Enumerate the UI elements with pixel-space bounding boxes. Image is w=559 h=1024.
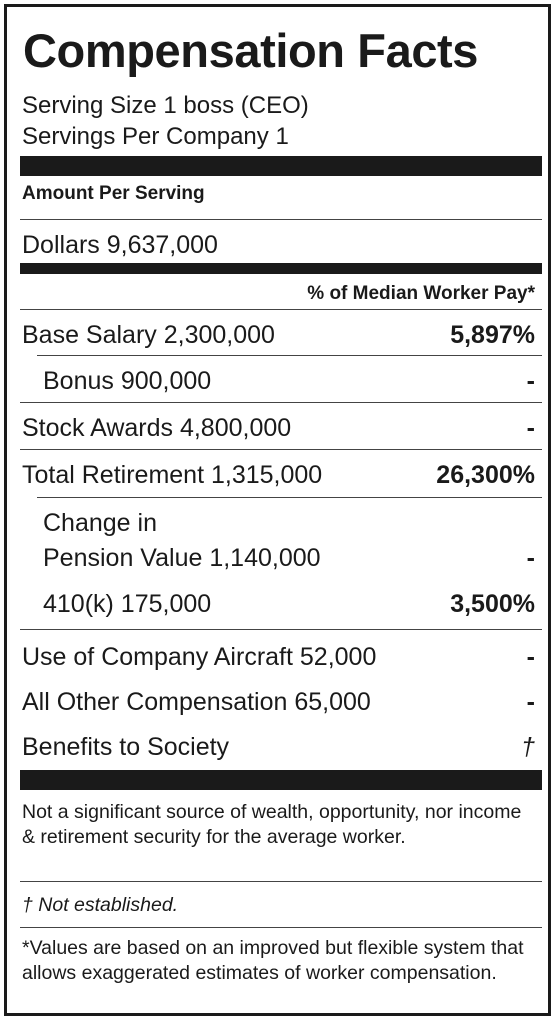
- servings-per-company: Servings Per Company 1: [22, 123, 289, 150]
- divider: [20, 402, 542, 403]
- row-label-aircraft: Use of Company Aircraft 52,000: [22, 643, 377, 671]
- row-value-bonus: -: [526, 367, 535, 395]
- dagger-footnote: † Not established.: [22, 894, 179, 916]
- row-value-aircraft: -: [526, 643, 535, 671]
- middle-thick-divider: [20, 263, 542, 274]
- row-value-total-retirement: 26,300%: [436, 461, 535, 489]
- row-label-benefits-to-society: Benefits to Society: [22, 733, 230, 761]
- asterisk-footnote: *Values are based on an improved but flexible system that allows exaggerated estimates of worker compensation.: [22, 937, 524, 984]
- row-label-stock-awards: Stock Awards 4,800,000: [22, 414, 292, 442]
- amount-per-serving-heading: Amount Per Serving: [22, 183, 205, 204]
- total-dollars: Dollars 9,637,000: [22, 231, 218, 259]
- row-label-pension-line1: Change in: [43, 509, 157, 537]
- disclaimer-statement: Not a significant source of wealth, opportunity, nor income & retirement security for the average worker.: [22, 801, 522, 848]
- divider: [37, 497, 542, 498]
- compensation-facts-label: [4, 4, 551, 1016]
- row-value-pension: -: [526, 544, 535, 572]
- divider: [20, 449, 542, 450]
- percent-header: % of Median Worker Pay*: [307, 283, 535, 304]
- top-thick-divider: [20, 156, 542, 176]
- divider: [20, 881, 542, 882]
- divider: [20, 927, 542, 928]
- row-label-pension-line2: Pension Value 1,140,000: [43, 544, 321, 572]
- row-label-base-salary: Base Salary 2,300,000: [22, 321, 275, 349]
- serving-size: Serving Size 1 boss (CEO): [22, 92, 309, 119]
- row-value-other-compensation: -: [526, 688, 535, 716]
- row-value-410k: 3,500%: [450, 590, 535, 618]
- row-label-other-compensation: All Other Compensation 65,000: [22, 688, 371, 716]
- label-title: Compensation Facts: [23, 24, 479, 77]
- row-value-base-salary: 5,897%: [450, 321, 535, 349]
- divider: [37, 355, 542, 356]
- row-value-benefits-to-society: †: [521, 733, 535, 761]
- divider: [20, 219, 542, 220]
- divider: [20, 629, 542, 630]
- divider: [20, 309, 542, 310]
- row-label-410k: 410(k) 175,000: [43, 590, 212, 618]
- row-label-total-retirement: Total Retirement 1,315,000: [22, 461, 323, 489]
- row-value-stock-awards: -: [526, 414, 535, 442]
- row-label-bonus: Bonus 900,000: [43, 367, 212, 395]
- bottom-thick-divider: [20, 770, 542, 790]
